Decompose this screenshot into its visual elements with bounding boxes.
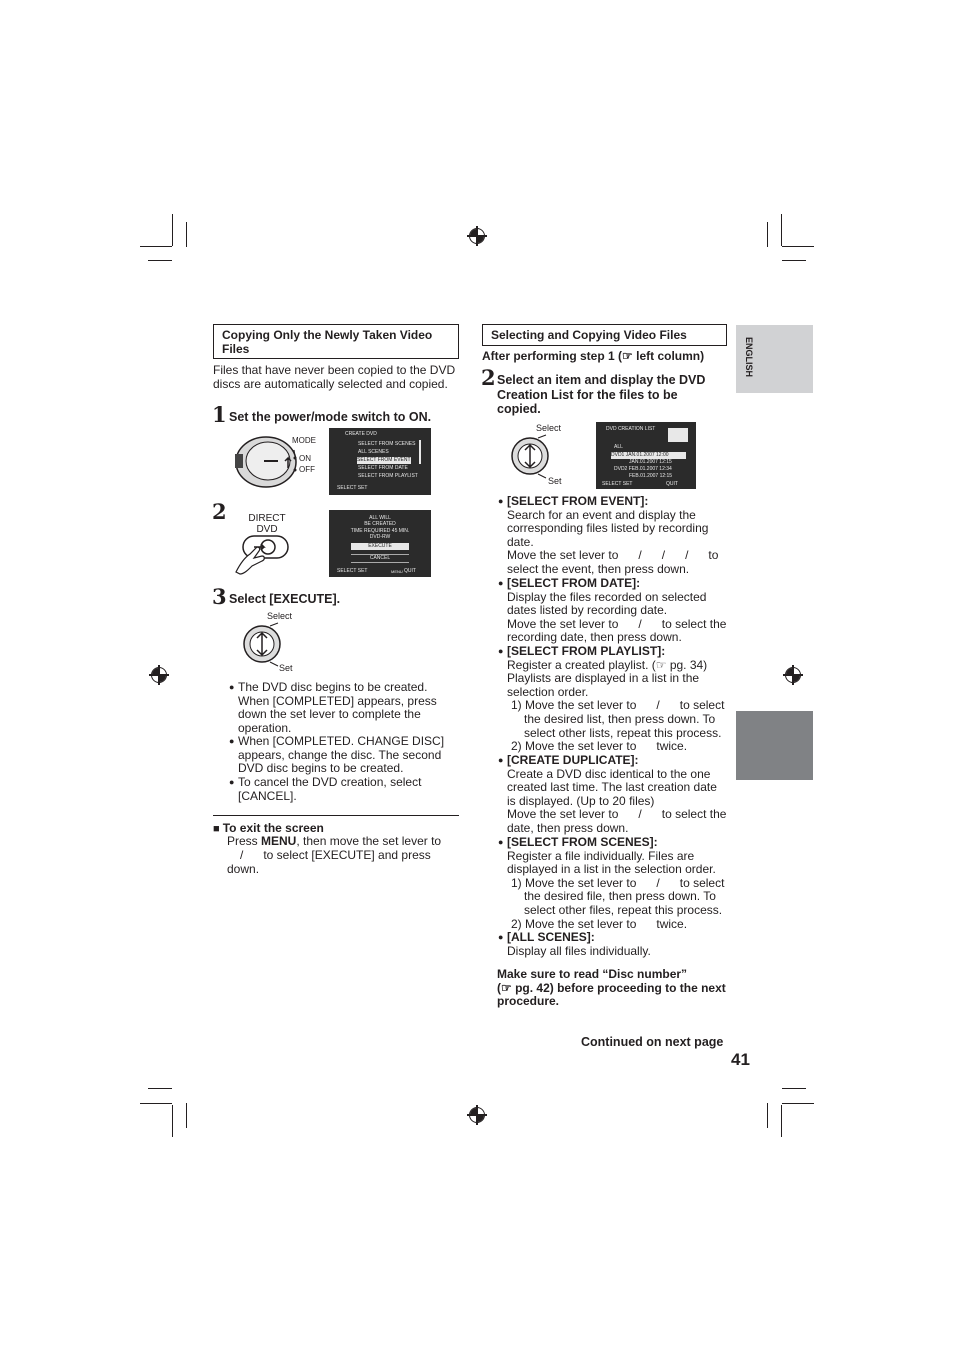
direct-dvd-label xyxy=(247,513,287,535)
option-line: corresponding files listed by recording xyxy=(507,521,709,536)
lcd-create-dvd-menu xyxy=(329,428,431,495)
step-number: 1 xyxy=(212,402,227,427)
crop-mark xyxy=(172,214,173,246)
option-select-from-date xyxy=(498,576,727,645)
exit-text: Press xyxy=(227,834,262,848)
crop-mark xyxy=(148,1088,172,1089)
option-title xyxy=(498,576,727,591)
option-line: Create a DVD disc identical to the one xyxy=(507,766,711,781)
section-heading: Selecting and Copying Video Files xyxy=(482,324,727,346)
crop-mark xyxy=(781,1105,782,1137)
step-text: Select an item and display the DVD Creation List for the files to be copied. xyxy=(497,373,706,416)
lcd-title: DVD CREATION LIST xyxy=(606,426,656,432)
crop-mark xyxy=(782,1103,814,1104)
lcd-dvd-creation-list xyxy=(596,422,696,489)
crop-mark xyxy=(186,1103,187,1128)
switch-off-label: OFF xyxy=(299,465,315,474)
sub-step-line: 1) Move the set lever to / to select xyxy=(511,698,725,713)
after-step-text: After performing step 1 (☞ left column) xyxy=(482,349,705,363)
crop-mark xyxy=(148,260,172,261)
lcd-menu-word: MENU xyxy=(391,569,403,574)
option-title-text: [SELECT FROM DATE]: xyxy=(507,576,641,590)
sub-step-line: the desired file, then press down. To xyxy=(524,889,716,904)
section-tab xyxy=(736,711,813,780)
intro-text: Files that have never been copied to the DVD discs are automatically selected and copied. xyxy=(213,363,456,391)
menu-button-name: MENU xyxy=(261,834,297,848)
option-create-duplicate xyxy=(498,753,727,836)
exit-text: , then move the set lever to xyxy=(296,834,442,848)
sub-step-line: 2) Move the set lever to twice. xyxy=(511,916,688,931)
option-line: date. xyxy=(507,534,534,549)
bullet-text: To cancel the DVD creation, select [CANCEL]. xyxy=(238,775,422,803)
lcd-menu-item: SELECT FROM PLAYLIST xyxy=(358,473,418,479)
bullet-item xyxy=(229,775,453,803)
option-line: dates listed by recording date. xyxy=(507,603,668,618)
lcd-scrollbar xyxy=(419,440,421,464)
sub-step-line: 2) Move the set lever to twice. xyxy=(511,739,688,754)
lcd-list-row-selected: DVD1 JAN.01.2007 12:00 xyxy=(611,452,686,459)
lcd-line: ALL WILL xyxy=(369,515,391,521)
option-title xyxy=(498,835,727,850)
option-line: is displayed. (Up to 20 files) xyxy=(507,793,655,808)
continued-text: Continued on next page xyxy=(581,1035,724,1049)
exit-line: / to select [EXECUTE] and press xyxy=(240,848,431,862)
bullet-dot: ● xyxy=(498,837,504,847)
option-line: Display the files recorded on selected xyxy=(507,589,707,604)
sub-step-line: 1) Move the set lever to / to select xyxy=(511,875,725,890)
option-title-text: [CREATE DUPLICATE]: xyxy=(507,753,639,767)
lcd-title: CREATE DVD xyxy=(345,431,377,437)
bullet-item xyxy=(229,680,453,735)
exit-title-text: To exit the screen xyxy=(222,821,324,835)
language-tab-label: ENGLISH xyxy=(744,337,754,378)
lcd-list-row: JAN.01.2007 12:15 xyxy=(629,459,672,465)
divider xyxy=(213,815,459,816)
option-title xyxy=(498,753,727,768)
language-tab xyxy=(736,325,813,393)
option-all-scenes xyxy=(498,930,727,958)
lcd-footer-quit: QUIT xyxy=(404,568,416,574)
crop-mark xyxy=(172,1105,173,1137)
lcd-all-option: ALL xyxy=(614,444,623,450)
step-text: Set the power/mode switch to ON. xyxy=(229,410,432,424)
option-title xyxy=(498,494,727,509)
option-title xyxy=(498,644,727,659)
lcd-confirm-screen xyxy=(329,510,431,577)
crop-mark xyxy=(140,246,172,247)
bullet-dot: ● xyxy=(229,682,235,692)
option-line: Move the set lever to / to select the xyxy=(507,807,727,822)
lcd-menu-item: ALL SCENES xyxy=(358,449,389,455)
option-line: date, then press down. xyxy=(507,820,629,835)
option-line: Search for an event and display the xyxy=(507,507,696,522)
note-line: Make sure to read “Disc number” xyxy=(497,967,688,981)
lcd-line: TIME REQUIRED 45 MIN. xyxy=(350,528,410,534)
step-number: 2 xyxy=(481,365,496,390)
set-lever-icon xyxy=(510,434,554,480)
lcd-menu-item: SELECT FROM DATE xyxy=(358,465,408,471)
lever-set-label: Set xyxy=(279,663,293,673)
exit-line: down. xyxy=(227,862,260,876)
square-bullet-icon: ■ xyxy=(213,823,223,835)
direct-dvd-label-line: DIRECT xyxy=(248,513,286,524)
option-select-from-event xyxy=(498,494,727,577)
sub-step-line: the desired list, then press down. To xyxy=(524,711,716,726)
lever-select-label: Select xyxy=(536,423,562,433)
direct-dvd-button-icon xyxy=(232,534,292,576)
bullet-dot: ● xyxy=(229,777,235,787)
option-title-text: [SELECT FROM SCENES]: xyxy=(507,835,658,849)
bullet-text: When [COMPLETED. CHANGE DISC] appears, change the disc. The second DVD disc begins to be created. xyxy=(238,734,445,776)
bullet-dot: ● xyxy=(498,932,504,942)
option-title xyxy=(498,930,727,945)
crop-mark xyxy=(781,214,782,246)
registration-mark-icon xyxy=(469,1107,485,1123)
crop-mark xyxy=(782,260,806,261)
option-line: Move the set lever to / to select the xyxy=(507,616,727,631)
switch-on-label: ON xyxy=(299,454,311,463)
bullet-dot: ● xyxy=(498,755,504,765)
bullet-item xyxy=(229,734,453,776)
crop-mark xyxy=(767,1103,768,1128)
bullet-dot: ● xyxy=(498,578,504,588)
switch-mode-label: MODE xyxy=(292,436,316,445)
sub-step-line: select other lists, repeat this process. xyxy=(524,725,722,740)
lcd-footer: SELECT SET xyxy=(602,481,633,487)
lcd-menu-item-selected: SELECT FROM EVENT xyxy=(357,457,411,463)
thumbnail-icon xyxy=(668,428,688,442)
option-title-text: [ALL SCENES]: xyxy=(507,930,595,944)
option-select-from-playlist xyxy=(498,644,727,754)
crop-mark xyxy=(186,222,187,247)
crop-mark xyxy=(767,222,768,247)
lcd-footer-quit: QUIT xyxy=(666,481,678,487)
bullet-dot: ● xyxy=(498,496,504,506)
lcd-footer: SELECT SET xyxy=(337,485,368,491)
note-line: procedure. xyxy=(497,994,560,1009)
registration-mark-icon xyxy=(785,667,801,683)
crop-mark xyxy=(140,1103,172,1104)
lcd-execute-option: EXECUTE xyxy=(351,543,409,550)
option-line: Register a file individually. Files are xyxy=(507,848,695,863)
option-line: Register a created playlist. (☞ pg. 34) xyxy=(507,657,708,672)
lcd-menu-item: SELECT FROM SCENES xyxy=(358,441,416,447)
bullet-text: The DVD disc begins to be created. When [COMPLETED] appears, press down the set lever to complete the operation. xyxy=(238,680,437,735)
registration-mark-icon xyxy=(469,228,485,244)
lcd-cancel-option: CANCEL xyxy=(351,554,409,563)
option-line: Move the set lever to / / / to xyxy=(507,548,719,563)
disc-number-note xyxy=(497,968,732,1009)
option-select-from-scenes xyxy=(498,835,727,931)
option-line: recording date, then press down. xyxy=(507,630,682,645)
sub-step-line: select other files, repeat this process. xyxy=(524,902,723,917)
set-lever-icon xyxy=(242,622,286,668)
crop-mark xyxy=(782,1088,806,1089)
lcd-list-row: FEB.01.2007 12:15 xyxy=(629,473,673,479)
option-line: selection order. xyxy=(507,684,589,699)
option-line: Playlists are displayed in a list in the xyxy=(507,671,700,686)
lever-set-label: Set xyxy=(548,476,562,486)
crop-mark xyxy=(782,246,814,247)
bullet-dot: ● xyxy=(498,646,504,656)
page-number: 41 xyxy=(731,1050,750,1069)
step-number: 3 xyxy=(212,584,227,609)
option-title-text: [SELECT FROM EVENT]: xyxy=(507,494,649,508)
lcd-line: BE CREATED xyxy=(364,521,396,527)
lcd-line: DVD-RW xyxy=(369,534,391,540)
step-text: Select [EXECUTE]. xyxy=(229,592,341,606)
section-heading: Copying Only the Newly Taken Video Files xyxy=(213,324,459,359)
bullet-dot: ● xyxy=(229,736,235,746)
registration-mark-icon xyxy=(151,667,167,683)
lcd-footer: SELECT SET xyxy=(337,568,368,574)
step-number: 2 xyxy=(212,499,227,524)
option-line: created last time. The last creation date xyxy=(507,780,717,795)
option-line: Display all files individually. xyxy=(507,943,651,958)
direct-dvd-label-line: DVD xyxy=(256,524,278,535)
option-title-text: [SELECT FROM PLAYLIST]: xyxy=(507,644,666,658)
option-line: select the event, then press down. xyxy=(507,561,690,576)
note-line: (☞ pg. 42) before proceeding to the next xyxy=(497,980,726,995)
option-line: displayed in a list in the selection order. xyxy=(507,862,716,877)
lcd-list-row: DVD2 FEB.01.2007 12:34 xyxy=(614,466,672,472)
exit-line xyxy=(227,835,441,849)
lever-select-label: Select xyxy=(267,611,293,621)
